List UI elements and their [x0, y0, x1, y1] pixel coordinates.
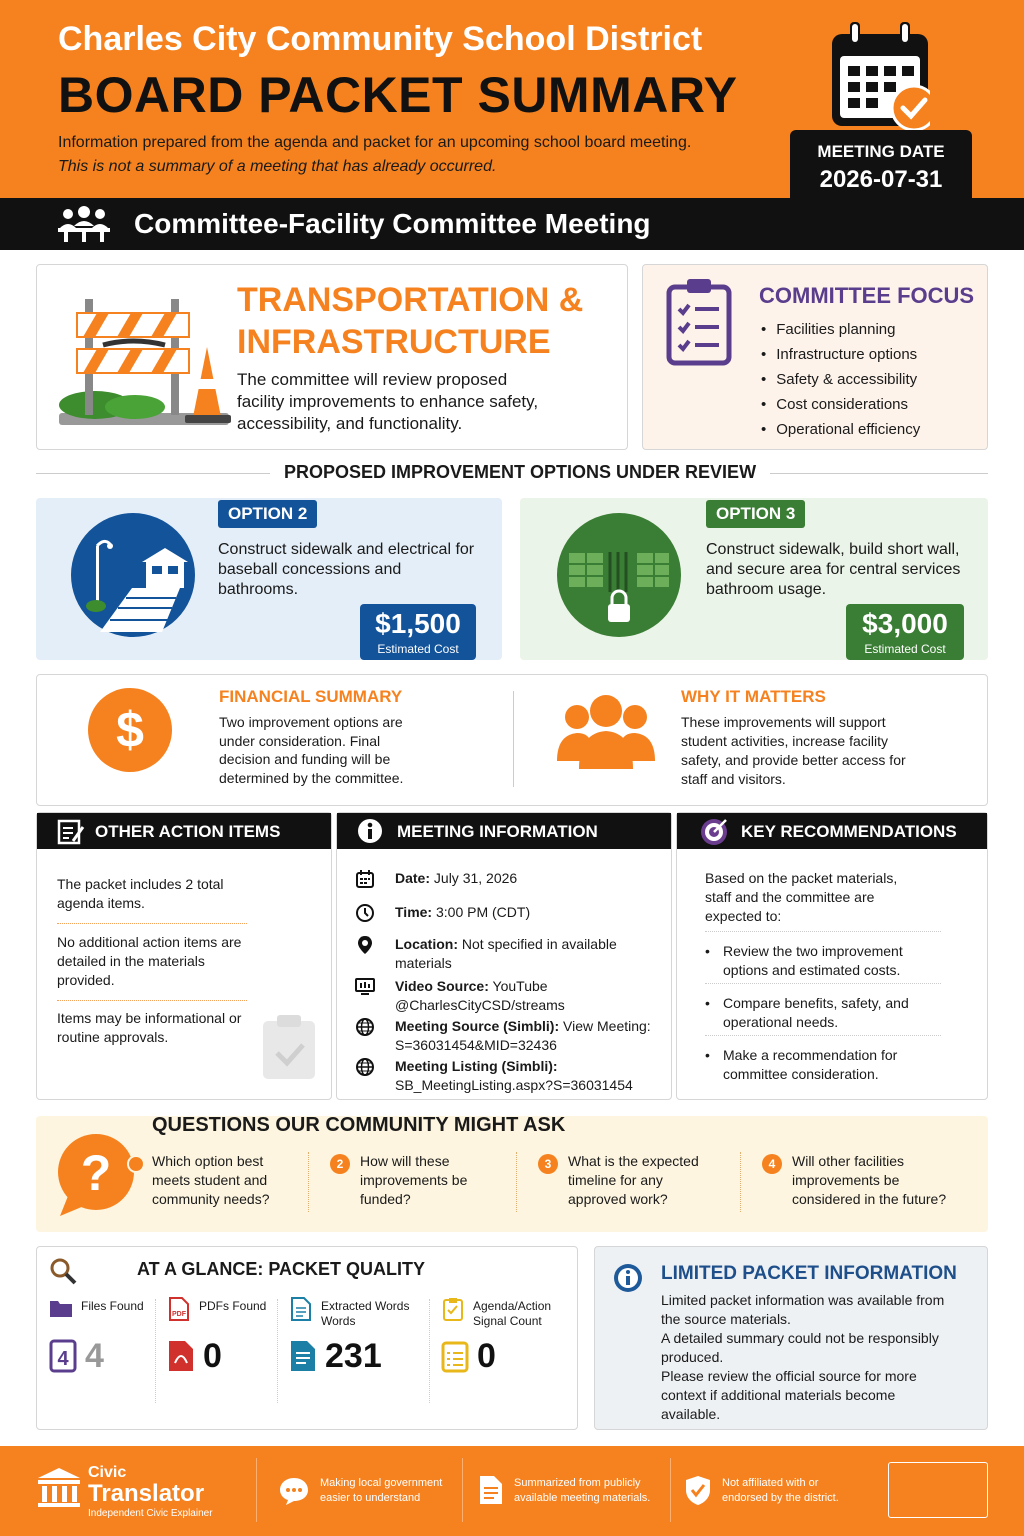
civic-building-icon	[36, 1466, 82, 1508]
other-actions-header	[37, 813, 331, 849]
calendar-check-icon	[830, 22, 930, 132]
focus-item: • Facilities planning	[761, 321, 920, 338]
road-barrier-icon	[55, 293, 235, 429]
limited-p2: A detailed summary could not be responsibly produced.	[661, 1330, 939, 1365]
disclaimer-text: This is not a summary of a meeting that has already occurred.	[58, 158, 497, 175]
people-group-icon	[555, 693, 657, 773]
glance-stat-value: 0	[477, 1337, 496, 1375]
document-icon	[289, 1339, 317, 1373]
shield-check-icon	[684, 1474, 712, 1506]
question-text: What is the expected timeline for any approved work?	[568, 1153, 699, 1207]
committee-focus-card	[642, 264, 988, 450]
question-number: 4	[762, 1154, 782, 1174]
option-3-cost-label: Estimated Cost	[864, 642, 946, 656]
option-2-label: OPTION 2	[218, 500, 317, 528]
meeting-info-value: YouTube @CharlesCityCSD/streams	[395, 978, 565, 1013]
questions-section	[36, 1116, 988, 1232]
other-actions-card	[36, 812, 332, 1100]
meeting-info-label: Meeting Listing (Simbli):	[395, 1058, 558, 1074]
meeting-people-icon	[54, 206, 114, 244]
meeting-info-header	[337, 813, 671, 849]
calendar-icon	[355, 869, 375, 889]
why-title: WHY IT MATTERS	[681, 687, 826, 706]
divider	[670, 1458, 671, 1522]
checklist-icon	[441, 1297, 465, 1321]
question-item	[330, 1152, 510, 1209]
divider	[429, 1299, 430, 1403]
glance-stat-label: PDFs Found	[199, 1299, 267, 1313]
focus-title: COMMITTEE FOCUS	[759, 283, 975, 308]
checklist-icon	[441, 1339, 469, 1373]
financial-why-card	[36, 674, 988, 806]
meeting-info-row	[355, 935, 665, 973]
sidewalk-concession-icon	[70, 512, 196, 638]
meeting-info-row	[355, 869, 665, 888]
limited-info-card	[594, 1246, 988, 1430]
committee-bar	[0, 198, 1024, 250]
recommendations-card	[676, 812, 988, 1100]
transport-body: The committee will review proposed facility improvements to enhance safety, accessibility, and functionality.	[237, 370, 539, 433]
folder-icon	[49, 1339, 77, 1373]
svg-text:4: 4	[57, 1348, 69, 1370]
glance-stat-value: 0	[203, 1337, 222, 1375]
chat-bubble-icon	[278, 1476, 310, 1506]
meeting-info-title: MEETING INFORMATION	[397, 822, 598, 841]
question-text: Which option best meets student and community needs?	[152, 1153, 270, 1207]
focus-item: • Infrastructure options	[761, 346, 920, 363]
glance-stat	[289, 1297, 425, 1397]
action-item: No additional action items are detailed in the materials provided.	[57, 933, 247, 1001]
page-title: BOARD PACKET SUMMARY	[58, 67, 738, 123]
meeting-info-row	[355, 977, 665, 1015]
brand-name: Translator	[88, 1480, 205, 1507]
transport-title: TRANSPORTATION & INFRASTRUCTURE	[237, 281, 584, 361]
clock-icon	[355, 903, 375, 923]
glance-title: AT A GLANCE: PACKET QUALITY	[137, 1259, 425, 1279]
globe-icon	[355, 1057, 375, 1077]
questions-title: QUESTIONS OUR COMMUNITY MIGHT ASK	[152, 1114, 566, 1136]
district-name: Charles City Community School District	[58, 20, 703, 58]
document-icon	[289, 1297, 313, 1321]
svg-text:?: ?	[80, 1145, 112, 1201]
action-item: Items may be informational or routine approvals.	[57, 1010, 242, 1045]
meeting-date-label: MEETING DATE	[817, 142, 945, 161]
clipboard-icon	[665, 277, 733, 367]
pdf-icon	[167, 1297, 191, 1321]
option-3-body: Construct sidewalk, build short wall, and secure area for central services bathroom usage.	[706, 541, 961, 598]
divider	[308, 1152, 309, 1212]
meeting-info-card	[336, 812, 672, 1100]
question-text: Will other facilities improvements be considered in the future?	[792, 1153, 947, 1207]
meeting-info-label: Time:	[395, 904, 433, 920]
focus-list	[761, 321, 920, 446]
option-3-card	[520, 498, 988, 660]
info-icon	[357, 818, 383, 844]
meeting-info-value: View Meeting: S=36031454&MID=32436	[395, 1018, 651, 1053]
divider	[516, 1152, 517, 1212]
svg-text:$: $	[116, 702, 144, 758]
divider	[513, 691, 514, 787]
option-3-label: OPTION 3	[706, 500, 805, 528]
divider	[155, 1299, 156, 1403]
svg-text:PDF: PDF	[172, 1311, 186, 1318]
other-actions-title: OTHER ACTION ITEMS	[95, 822, 281, 841]
meeting-info-label: Date:	[395, 870, 431, 886]
recommendation-item: • Review the two improvement options and estimated costs.	[705, 931, 941, 980]
option-3-price	[846, 604, 964, 660]
divider	[740, 1152, 741, 1212]
question-text: How will these improvements be funded?	[360, 1153, 468, 1207]
recommendations-title: KEY RECOMMENDATIONS	[741, 822, 957, 841]
question-item	[152, 1152, 312, 1209]
footer-item: Making local government easier to understand	[320, 1477, 443, 1504]
question-number: 2	[330, 1154, 350, 1174]
meeting-info-label: Video Source:	[395, 978, 489, 994]
meeting-date-value: 2026-07-31	[819, 166, 943, 193]
recommendations-header	[677, 813, 987, 849]
dollar-icon	[87, 687, 173, 773]
divider	[277, 1299, 278, 1403]
limited-p3: Please review the official source for more context if additional materials become available.	[661, 1368, 917, 1422]
secure-wall-icon	[556, 512, 682, 638]
question-item	[762, 1152, 962, 1209]
footer	[0, 1446, 1024, 1536]
monitor-icon	[355, 977, 375, 997]
financial-title: FINANCIAL SUMMARY	[219, 687, 403, 706]
divider	[256, 1458, 257, 1522]
glance-stat-value: 4	[85, 1337, 104, 1375]
location-pin-icon	[355, 935, 375, 955]
option-2-cost-label: Estimated Cost	[377, 642, 459, 656]
option-2-price	[360, 604, 476, 660]
meeting-date-box	[790, 130, 972, 200]
brand-top: Civic	[88, 1464, 127, 1481]
footer-item: Summarized from publicly available meeting materials.	[514, 1477, 651, 1504]
folder-icon	[49, 1297, 73, 1321]
brand-tagline: Independent Civic Explainer	[88, 1508, 213, 1519]
question-bubble-icon	[56, 1134, 146, 1218]
options-heading: PROPOSED IMPROVEMENT OPTIONS UNDER REVIEW	[270, 462, 770, 483]
glance-stat-label: Agenda/Action Signal Count	[473, 1299, 552, 1328]
info-icon	[613, 1263, 643, 1293]
question-item	[538, 1152, 718, 1209]
limited-p1: Limited packet information was available from the source materials.	[661, 1292, 945, 1327]
document-icon	[478, 1474, 504, 1506]
meeting-info-row	[355, 1017, 665, 1055]
focus-item: • Cost considerations	[761, 396, 920, 413]
option-2-body: Construct sidewalk and electrical for baseball concessions and bathrooms.	[218, 541, 475, 598]
meeting-info-value: 3:00 PM (CDT)	[435, 904, 531, 920]
glance-stat	[167, 1297, 275, 1397]
option-2-card	[36, 498, 502, 660]
limited-title: LIMITED PACKET INFORMATION	[661, 1263, 957, 1284]
meeting-info-label: Meeting Source (Simbli):	[395, 1018, 560, 1034]
glance-card	[36, 1246, 578, 1430]
recommendation-item: • Make a recommendation for committee consideration.	[705, 1035, 941, 1084]
meeting-info-row	[355, 1057, 665, 1095]
question-number: 3	[538, 1154, 558, 1174]
pdf-icon	[167, 1339, 195, 1373]
glance-stat-label: Extracted Words Words	[321, 1299, 410, 1328]
committee-title: Committee-Facility Committee Meeting	[134, 208, 651, 239]
glance-stat-label: Files Found	[81, 1299, 144, 1313]
target-icon	[699, 817, 729, 847]
meeting-info-value: SB_MeetingListing.aspx?S=36031454	[395, 1077, 633, 1093]
glance-stat	[441, 1297, 561, 1397]
notepad-icon	[57, 819, 85, 845]
footer-item: Not affiliated with or endorsed by the district.	[722, 1477, 839, 1504]
option-2-cost: $1,500	[375, 608, 461, 639]
option-3-cost: $3,000	[862, 608, 948, 639]
glance-stat-value: 231	[325, 1337, 382, 1375]
divider	[462, 1458, 463, 1522]
magnifier-icon	[49, 1257, 77, 1285]
recommendation-item: • Compare benefits, safety, and operational needs.	[705, 983, 941, 1032]
glance-stat	[49, 1297, 153, 1397]
financial-body: Two improvement options are under consideration. Final decision and funding will be determined by the committee.	[219, 714, 404, 786]
meeting-info-value: Not specified in available materials	[395, 936, 617, 971]
globe-icon	[355, 1017, 375, 1037]
recommendations-intro: Based on the packet materials, staff and the committee are expected to:	[705, 870, 898, 924]
meeting-info-value: July 31, 2026	[433, 870, 518, 886]
header-banner	[0, 0, 1024, 198]
meeting-info-row	[355, 903, 665, 922]
intro-text: Information prepared from the agenda and packet for an upcoming school board meeting.	[58, 134, 692, 151]
focus-item: • Safety & accessibility	[761, 371, 920, 388]
clipboard-check-icon	[259, 1013, 319, 1083]
meeting-info-label: Location:	[395, 936, 458, 952]
action-item: The packet includes 2 total agenda items.	[57, 875, 247, 924]
why-body: These improvements will support student activities, increase facility safety, and provide better access for staff and visitors.	[681, 714, 906, 787]
footer-blank-box	[888, 1462, 988, 1518]
transport-card	[36, 264, 628, 450]
focus-item: • Operational efficiency	[761, 421, 920, 438]
